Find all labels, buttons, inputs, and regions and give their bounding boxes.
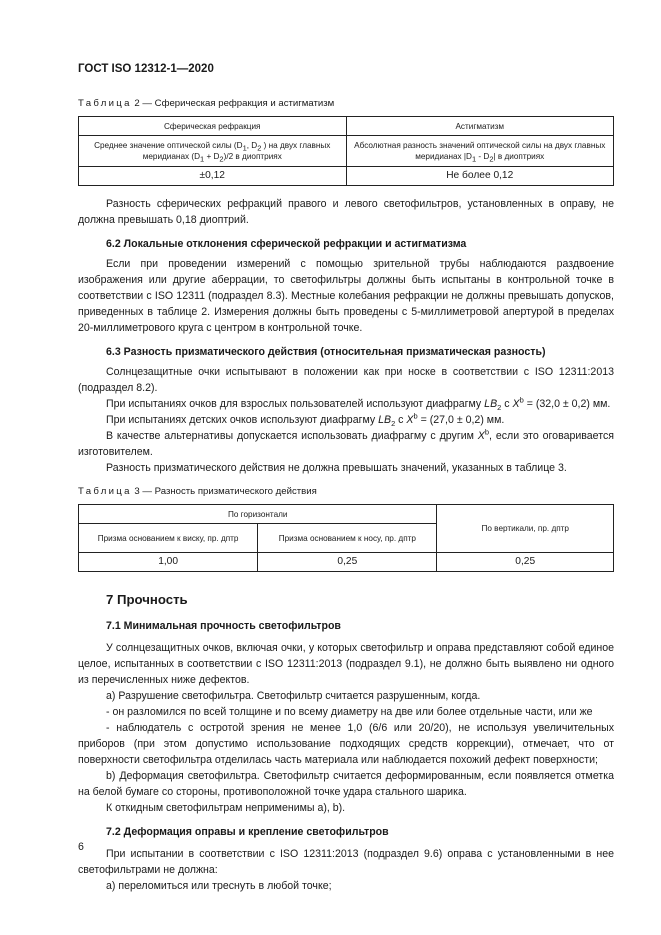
subscript: 1	[471, 154, 477, 164]
text: В качестве альтернативы допускается использовать диафрагму с другим	[106, 430, 478, 442]
table3-temporal-head: Призма основанием к виску, пр. дптр	[79, 524, 258, 553]
table2-caption-text: 2 — Сферическая рефракция и астигматизм	[131, 98, 335, 109]
table2-col2-head: Астигматизм	[346, 117, 614, 136]
section-7-1-p3: - он разломился по всей толщине и по всему диаметру на две или более отдельные части, или же	[106, 706, 593, 718]
section-6-3-title: 6.3 Разность призматического действия (относительная призматическая разность)	[106, 346, 546, 358]
text: При испытаниях очков для взрослых пользователей используют диафрагму	[106, 398, 485, 410]
subscript: 1	[242, 143, 247, 153]
section-6-2-title: 6.2 Локальные отклонения сферической рефракции и астигматизма	[106, 238, 467, 250]
symbol-x: X	[406, 414, 414, 426]
desc-text: Среднее значение оптической силы (D	[94, 141, 243, 150]
desc-text: - D	[476, 152, 490, 161]
section-7-1-p6: К откидным светофильтрам неприменимы а), b).	[106, 802, 346, 814]
table3-caption-word: Таблица	[78, 486, 132, 497]
section-7-title: 7 Прочность	[106, 592, 188, 607]
section-6-3-p2	[78, 396, 614, 412]
section-7-2-p2: а) переломиться или треснуть в любой точке;	[106, 880, 332, 892]
section-7-1-p1: У солнцезащитных очков, включая очки, у которых светофильтр и оправа представляют собой единое целое, испытанных в соответствии с ISO 12311:2013 (подраздел 9.1), не должно быть выявлено ни одного из перечисленных ниже дефектов.	[78, 642, 614, 686]
section-7-1-p2: а) Разрушение светофильтра. Светофильтр считается разрушенным, когда.	[106, 690, 481, 702]
superscript: b	[519, 395, 524, 405]
section-7-1-p5: b) Деформация светофильтра. Светофильтр считается деформированным, если появляется отметка на белой бумаге со стороны, противоположной точке удара стального шарика.	[78, 770, 614, 798]
superscript: b	[413, 411, 418, 421]
table3-caption	[78, 486, 614, 498]
section-6-3-p5: Разность призматического действия не должна превышать значений, указанных в таблице 3.	[106, 462, 567, 474]
table2-col1-desc	[79, 136, 347, 167]
text: = (32,0 ± 0,2) мм.	[523, 398, 611, 410]
section-6-3-p3	[78, 412, 614, 428]
subscript: 2	[219, 154, 224, 164]
paragraph-binocular-difference: Разность сферических рефракций правого и левого светофильтров, установленных в оправу, не должна превышать 0,18 диоптрий.	[78, 198, 614, 226]
section-6-3-p4	[78, 428, 614, 460]
section-7-2-p1: При испытании в соответствии с ISO 12311:2013 (подраздел 9.6) оправа с установленными в нее светофильтрами не должна:	[78, 848, 614, 876]
table3-value-row	[79, 553, 614, 572]
table3-temporal-value: 1,00	[79, 553, 258, 572]
text: , если это оговаривается изготовителем.	[78, 430, 614, 458]
table2-col1-value: ±0,12	[79, 167, 347, 186]
table3-horizontal-head: По горизонтали	[79, 505, 437, 524]
document-header: ГОСТ ISO 12312-1—2020	[78, 63, 214, 75]
desc-text: ) на двух главных меридианах (D	[142, 141, 331, 161]
desc-text: )/2 в диоптриях	[223, 152, 282, 161]
table3-nasal-head: Призма основанием к носу, пр. дптр	[258, 524, 437, 553]
table3-vertical-head: По вертикали, пр. дптр	[437, 505, 614, 553]
desc-text: | в диоптриях	[493, 152, 545, 161]
symbol-x: X	[477, 430, 485, 442]
symbol-x: X	[512, 398, 520, 410]
table3-nasal-value: 0,25	[258, 553, 437, 572]
section-6-2-body: Если при проведении измерений с помощью зрительной трубы наблюдаются раздвоение изображения или другие аберрации, то светофильтры должны быть испытаны в контрольной точке в соответствии с ISO 12311 (подраздел 8.3). Местные колебания рефракции не должны превышать допусков, приведенных в таблице 2. Измерения должны быть проведены с 5-миллиметровой апертурой в пределах 20-миллиметрового круга с центром в контрольной точке.	[78, 258, 614, 334]
table3-caption-text: 3 — Разность призматического действия	[131, 486, 317, 497]
desc-text: + D	[204, 152, 220, 161]
text: с	[395, 414, 407, 426]
text: с	[501, 398, 513, 410]
table3-vertical-value: 0,25	[437, 553, 614, 572]
desc-text: Абсолютная разность значений оптической силы на двух главных меридианах |D	[354, 141, 606, 161]
subscript: 1	[200, 154, 205, 164]
text: При испытаниях детских очков используют диафрагму	[106, 414, 379, 426]
section-7-1-p4: - наблюдатель с остротой зрения не менее 1,0 (6/6 или 20/20), не используя увеличительных приборов (при этом допустимо использование подходящих средств коррекции), отмечает, что от поверхности светофильтра отделилась часть материала или наблюдается похожий дефект поверхности;	[78, 722, 614, 766]
table2-col2-value: Не более 0,12	[346, 167, 614, 186]
table2-col1-head: Сферическая рефракция	[79, 117, 347, 136]
table2-caption	[78, 98, 614, 110]
symbol-lb: LB	[484, 398, 498, 410]
subscript: 2	[489, 154, 494, 164]
table2-desc-row	[79, 136, 614, 167]
table2-col2-desc	[346, 136, 614, 167]
desc-text: , D	[246, 141, 258, 150]
superscript: b	[484, 427, 490, 437]
symbol-lb: LB	[378, 414, 392, 426]
page-content	[78, 62, 614, 894]
table3	[78, 504, 614, 572]
section-6-3-p1: Солнцезащитные очки испытывают в положении как при носке в соответствии с ISO 12311:2013 (подраздел 8.2).	[78, 366, 614, 394]
section-7-2-title: 7.2 Деформация оправы и крепление светофильтров	[106, 826, 389, 838]
subscript: 2	[497, 403, 502, 413]
table3-header-row	[79, 505, 614, 524]
section-7-1-title: 7.1 Минимальная прочность светофильтров	[106, 620, 341, 632]
table2	[78, 116, 614, 186]
table2-value-row	[79, 167, 614, 186]
table2-header-row	[79, 117, 614, 136]
table2-caption-word: Таблица	[78, 98, 132, 109]
text: = (27,0 ± 0,2) мм.	[417, 414, 505, 426]
page-number: 6	[78, 841, 84, 853]
subscript: 2	[391, 419, 396, 429]
subscript: 2	[257, 143, 262, 153]
